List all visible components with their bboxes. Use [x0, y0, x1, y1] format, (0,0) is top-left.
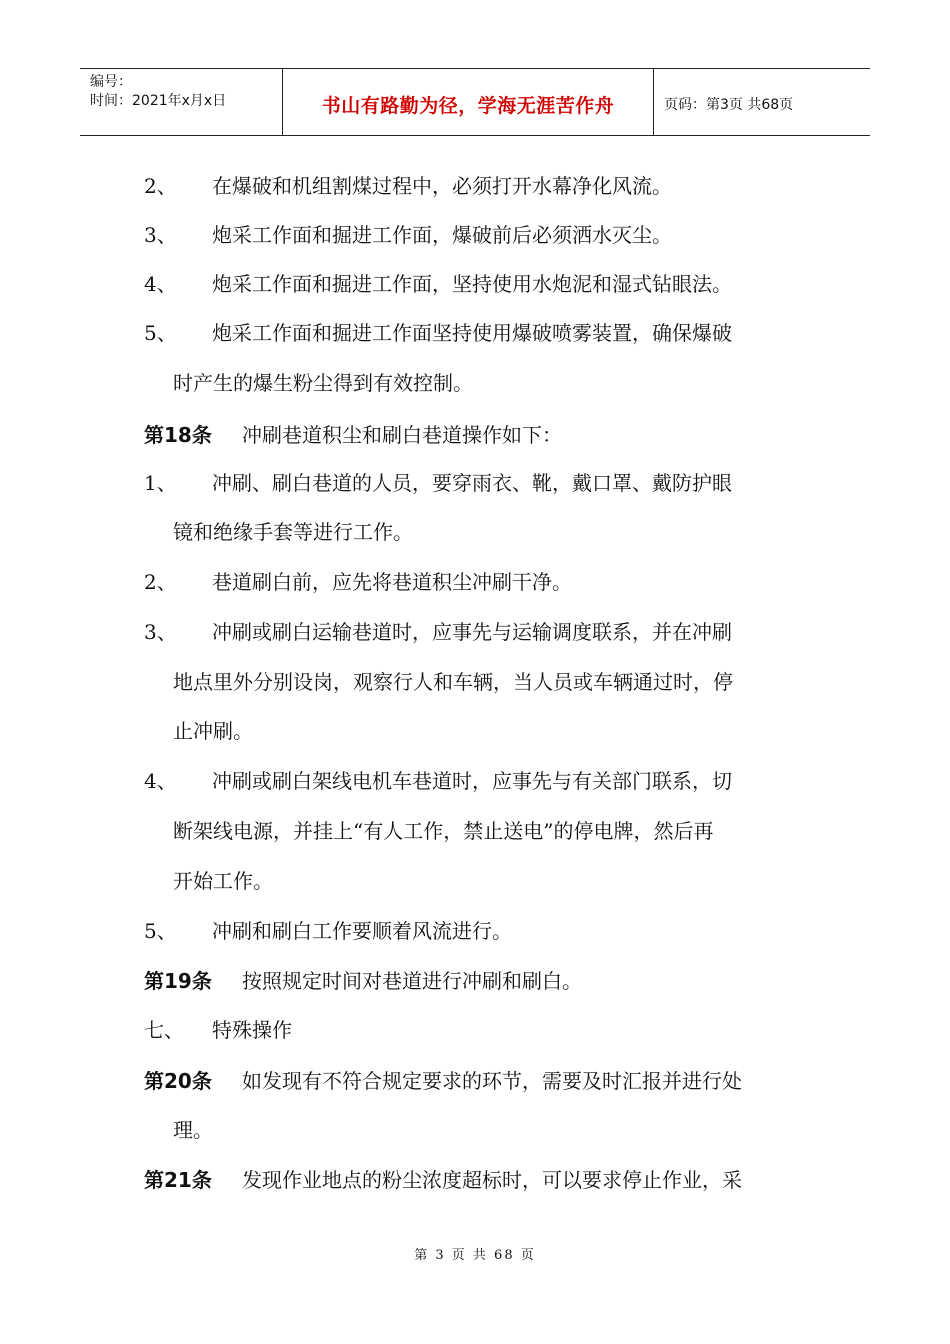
- item-text: 炮采工作面和掘进工作面坚持使用爆破喷雾装置，确保爆破: [212, 321, 732, 345]
- item-number: 七、: [144, 1018, 184, 1042]
- item-number: 5、: [144, 919, 177, 943]
- item-text: 冲刷和刷白工作要顺着风流进行。: [212, 919, 512, 943]
- article-number: 第20条: [144, 1069, 212, 1093]
- item-number: 1、: [144, 471, 177, 495]
- item-number: 4、: [144, 769, 177, 793]
- continuation-text: 止冲刷。: [173, 719, 253, 743]
- header-motto-cell: [282, 69, 654, 135]
- item-text: 炮采工作面和掘进工作面，坚持使用水炮泥和湿式钻眼法。: [212, 272, 732, 296]
- article-number: 第21条: [144, 1168, 212, 1192]
- page-footer: 第 3 页 共 68 页: [414, 1248, 536, 1263]
- item-number: 2、: [144, 570, 177, 594]
- item-text: 巷道刷白前，应先将巷道积尘冲刷干净。: [212, 570, 572, 594]
- item-text: 冲刷或刷白运输巷道时，应事先与运输调度联系，并在冲刷: [212, 620, 732, 644]
- item-number: 4、: [144, 272, 177, 296]
- item-text: 特殊操作: [212, 1018, 292, 1042]
- item-number: 2、: [144, 174, 177, 198]
- article-text: 发现作业地点的粉尘浓度超标时，可以要求停止作业，采: [242, 1168, 742, 1192]
- doc-time-label: 时间：2021年x月x日: [90, 93, 227, 109]
- continuation-text: 时产生的爆生粉尘得到有效控制。: [173, 371, 473, 395]
- article-text: 如发现有不符合规定要求的环节，需要及时汇报并进行处: [242, 1069, 742, 1093]
- article-number: 第19条: [144, 969, 212, 993]
- continuation-text: 断架线电源，并挂上“有人工作，禁止送电”的停电牌，然后再: [173, 819, 714, 843]
- item-text: 冲刷、刷白巷道的人员，要穿雨衣、靴，戴口罩、戴防护眼: [212, 471, 732, 495]
- continuation-text: 理。: [173, 1118, 213, 1142]
- continuation-text: 地点里外分别设岗，观察行人和车辆，当人员或车辆通过时，停: [173, 670, 733, 694]
- item-text: 炮采工作面和掘进工作面，爆破前后必须洒水灭尘。: [212, 223, 672, 247]
- doc-code-label: 编号：: [90, 74, 132, 90]
- article-number: 第18条: [144, 423, 212, 447]
- continuation-text: 开始工作。: [173, 869, 273, 893]
- continuation-text: 镜和绝缘手套等进行工作。: [173, 520, 413, 544]
- header-page-number: 页码：第3页 共68页: [664, 97, 794, 113]
- item-text: 在爆破和机组割煤过程中，必须打开水幕净化风流。: [212, 174, 672, 198]
- item-text: 冲刷或刷白架线电机车巷道时，应事先与有关部门联系，切: [212, 769, 732, 793]
- page-header: [80, 68, 870, 136]
- article-text: 按照规定时间对巷道进行冲刷和刷白。: [242, 969, 582, 993]
- item-number: 3、: [144, 620, 177, 644]
- header-motto: 书山有路勤为径，学海无涯苦作舟: [321, 95, 615, 117]
- article-text: 冲刷巷道积尘和刷白巷道操作如下：: [242, 423, 562, 447]
- header-meta: [80, 69, 282, 135]
- item-number: 5、: [144, 321, 177, 345]
- item-number: 3、: [144, 223, 177, 247]
